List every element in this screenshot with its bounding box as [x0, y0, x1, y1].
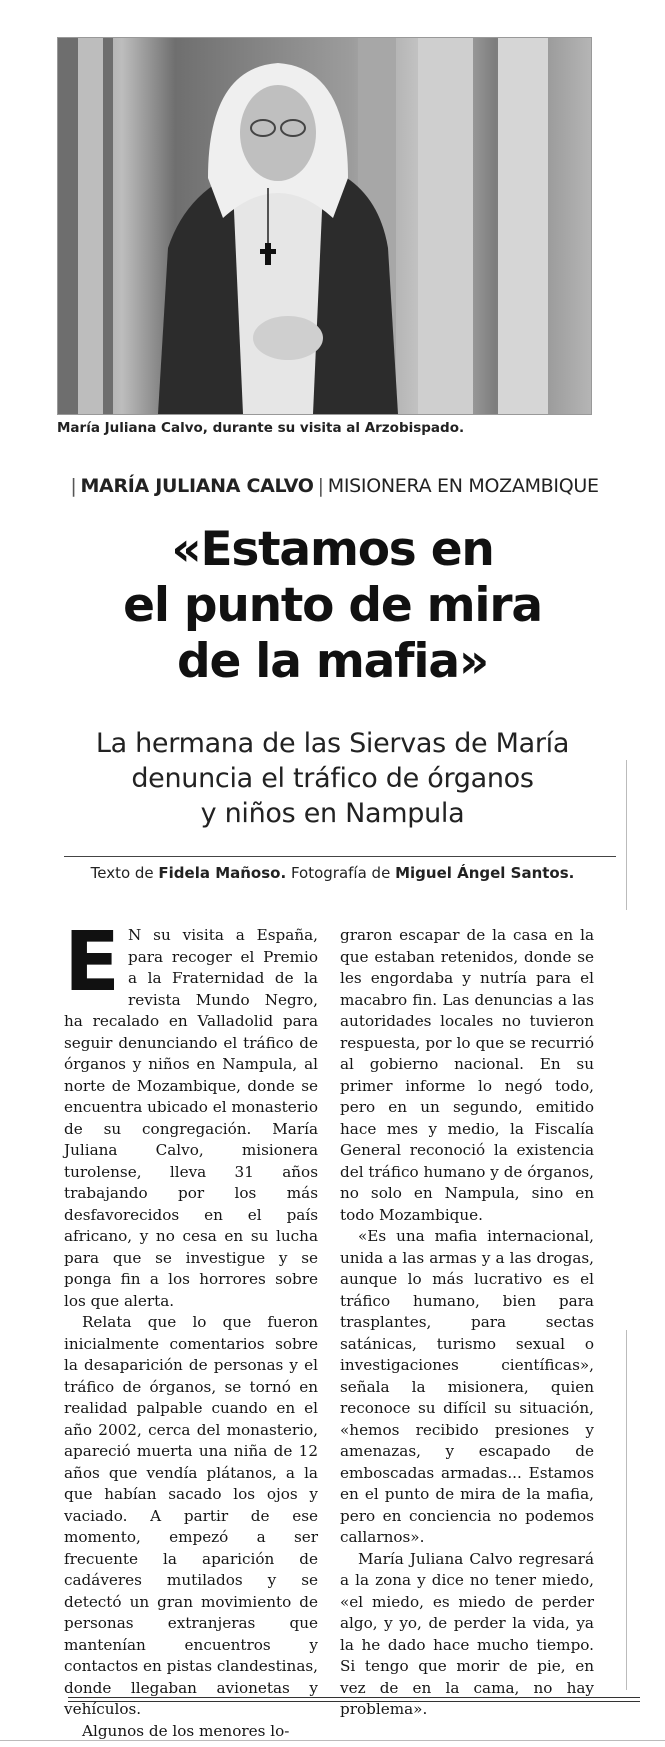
paragraph	[64, 915, 318, 1312]
article-column-2	[340, 925, 594, 1721]
kicker-separator: |	[317, 475, 324, 497]
byline-rule	[64, 856, 616, 857]
paragraph-text: N su visita a España, para recoger el Premio a la Fraternidad de la revista Mundo Negro, ha recalado en Valladolid para seguir denunciando el tráfico de órganos y niños en Nampula, al norte de Mozambique, donde se encuentra ubicado el monasterio de su congregación. María Juliana Calvo, misionera turolense, lleva 31 años trabajando por los más desfavorecidos en el país africano, y no cesa en su lucha para que se investigue y se ponga fin a los horrores sobre los que alerta.	[64, 926, 318, 1310]
nun-portrait-illustration	[58, 38, 591, 414]
margin-rule	[626, 760, 627, 910]
byline-photo-prefix: Fotografía de	[286, 864, 396, 882]
paragraph: graron escapar de la casa en la que estaban retenidos, donde se les engordaba y nutría para el macabro fin. Las denuncias a las autoridades locales no tuvieron respuesta, por lo que se recurrió al gobierno nacional. En su primer informe lo negó todo, pero en un segundo, emitido hace mes y medio, la Fiscalía General reconoció la existencia del tráfico humano y de órganos, no solo en Nampula, sino en todo Mozambique.	[340, 926, 594, 1224]
subheadline	[0, 726, 665, 831]
byline-text-prefix: Texto de	[90, 864, 159, 882]
paragraph: Algunos de los menores lo-	[82, 1721, 290, 1740]
paragraph: María Juliana Calvo regresará a la zona y dice no tener miedo, «el miedo, es miedo de perder algo, y yo, de perder la vida, ya la he dado hace mucho tiempo. Si tengo que morir de pie, en vez de en la cama, no hay problema».	[340, 1549, 594, 1718]
article-end-rule	[68, 1697, 640, 1702]
kicker-role: MISIONERA EN MOZAMBIQUE	[327, 475, 599, 497]
article-column-1	[64, 915, 318, 1742]
kicker-separator: |	[70, 475, 77, 497]
headline-line: «Estamos en	[171, 522, 494, 577]
headline	[0, 522, 665, 690]
subhead-line: La hermana de las Siervas de María	[95, 728, 570, 759]
byline	[0, 864, 665, 882]
subhead-line: denuncia el tráfico de órganos	[131, 763, 534, 794]
drop-cap: E	[64, 915, 121, 1010]
paragraph: «Es una mafia internacional, unida a las armas y a las drogas, aunque lo más lucrativo es el tráfico humano, bien para trasplantes, para sectas satánicas, turismo sexual o investigaciones científicas», señala la misionera, quien reconoce su difícil su situación, «hemos recibido presiones y amenazas, y escapado de emboscadas armadas... Estamos en el punto de mira de la mafia, pero en conciencia no podemos callarnos».	[340, 1227, 594, 1546]
article-photo	[57, 37, 592, 415]
subhead-line: y niños en Nampula	[200, 798, 465, 829]
kicker-name: MARÍA JULIANA CALVO	[80, 475, 314, 497]
page-bottom-rule	[0, 1740, 665, 1741]
paragraph: Relata que lo que fueron inicialmente comentarios sobre la desaparición de personas y el tráfico de órganos, se tornó en realidad palpable cuando en el año 2002, cerca del monasterio, apareció muerta una niña de 12 años que vendía plátanos, a la que habían sacado los ojos y vaciado. A partir de ese momento, empezó a ser frecuente la aparición de cadáveres mutilados y se detectó un gran movimiento de personas extranjeras que mantenían encuentros y contactos en pistas clandestinas, donde llegaban avionetas y vehículos.	[64, 1313, 318, 1718]
byline-photographer: Miguel Ángel Santos.	[395, 864, 575, 882]
photo-caption: María Juliana Calvo, durante su visita al Arzobispado.	[57, 420, 465, 436]
headline-line: el punto de mira	[123, 578, 542, 633]
headline-line: de la mafia»	[177, 634, 488, 689]
byline-author: Fidela Mañoso.	[158, 864, 287, 882]
margin-rule	[626, 1330, 627, 1690]
kicker	[0, 475, 665, 497]
